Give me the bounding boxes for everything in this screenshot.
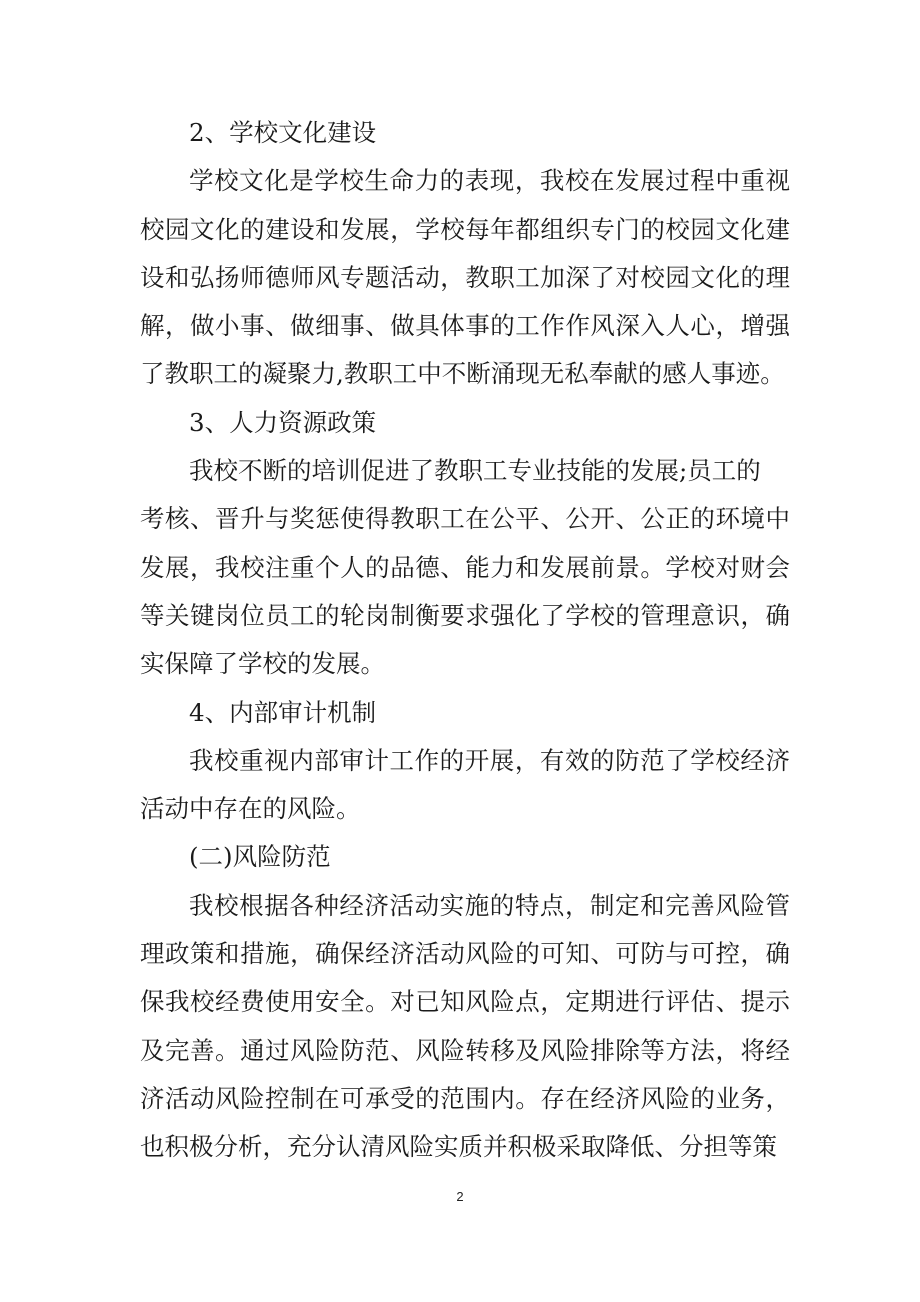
section-heading-internal-audit: 4、内部审计机制 (189, 697, 377, 727)
section-heading-hr-policy: 3、人力资源政策 (189, 407, 377, 437)
paragraph-school-culture: 学校文化是学校生命力的表现，我校在发展过程中重视校园文化的建设和发展，学校每年都组织专门的校园文化建设和弘扬师德师风专题活动，教职工加深了对校园文化的理解，做小事、做细事、做具体事的工作作风深入人心，增强了教职工的凝聚力,教职工中不断涌现无私奉献的感人事迹。 (140, 166, 790, 389)
document-body (140, 109, 790, 1172)
paragraph-hr-policy-continued: 考核、晋升与奖惩使得教职工在公平、公开、公正的环境中发展，我校注重个人的品德、能力和发展前景。学校对财会等关键岗位员工的轮岗制衡要求强化了学校的管理意识，确实保障了学校的发展。 (140, 504, 790, 679)
page-number: 2 (456, 1189, 464, 1204)
section-heading-risk-prevention: (二)风险防范 (189, 842, 331, 872)
paragraph-internal-audit: 我校重视内部审计工作的开展，有效的防范了学校经济活动中存在的风险。 (140, 745, 790, 824)
section-heading-school-culture: 2、学校文化建设 (189, 118, 377, 147)
paragraph-risk-prevention: 我校根据各种经济活动实施的特点，制定和完善风险管理政策和措施，确保经济活动风险的可知、可防与可控，确保我校经费使用安全。对已知风险点，定期进行评估、提示及完善。通过风险防范、风险转移及风险排除等方法，将经济活动风险控制在可承受的范围内。存在经济风险的业务，也积极分析，充分认清风险实质并积极采取降低、分担等策 (140, 890, 790, 1162)
paragraph-hr-policy-line-1: 我校不断的培训促进了教职工专业技能的发展;员工的 (189, 456, 761, 486)
